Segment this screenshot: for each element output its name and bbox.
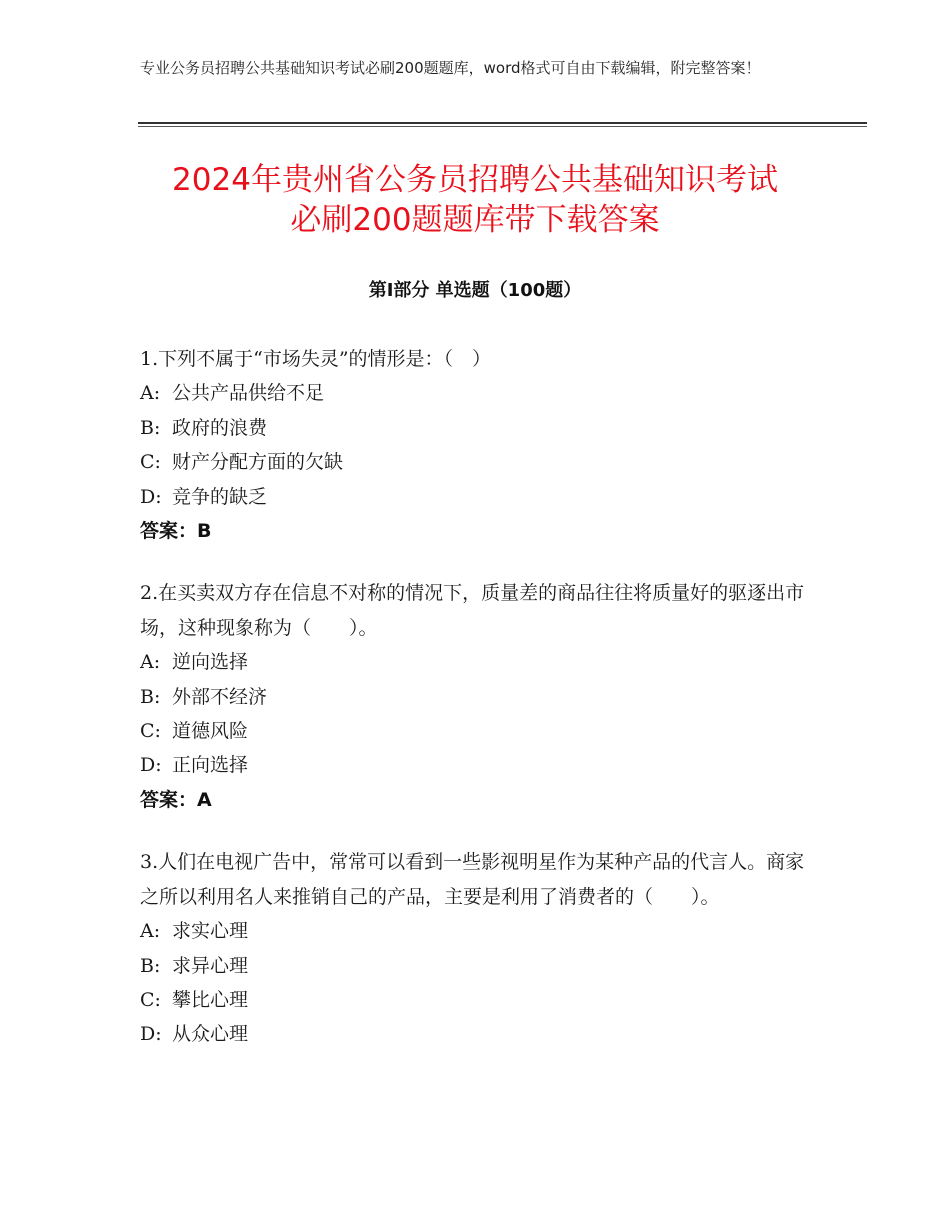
option-d xyxy=(140,480,805,514)
option-letter: D: xyxy=(140,754,162,777)
option-c xyxy=(140,445,805,479)
option-text: 攀比心理 xyxy=(172,988,249,1011)
option-text: 公共产品供给不足 xyxy=(172,382,325,405)
option-text: 逆向选择 xyxy=(172,651,249,674)
option-letter: C: xyxy=(140,988,161,1011)
header-note: 专业公务员招聘公共基础知识考试必刷200题题库，word格式可自由下载编辑，附完整答案！ xyxy=(140,59,761,77)
option-a xyxy=(140,914,805,948)
option-letter: A: xyxy=(140,920,161,943)
question-2 xyxy=(140,576,805,817)
option-letter: C: xyxy=(140,451,161,474)
document-title-line-1: 2024年贵州省公务员招聘公共基础知识考试 xyxy=(172,162,778,198)
option-letter: B: xyxy=(140,416,161,439)
option-letter: A: xyxy=(140,651,161,674)
option-c xyxy=(140,714,805,748)
header-divider-thin xyxy=(138,126,867,127)
option-letter: C: xyxy=(140,720,161,743)
question-stem: 1.下列不属于“市场失灵”的情形是：（ ） xyxy=(140,348,492,370)
question-list xyxy=(140,342,805,1080)
option-text: 外部不经济 xyxy=(172,685,268,708)
question-stem: 3.人们在电视广告中，常常可以看到一些影视明星作为某种产品的代言人。商家之所以利用名人来推销自己的产品，主要是利用了消费者的（ ）。 xyxy=(140,851,805,908)
option-letter: A: xyxy=(140,382,161,405)
option-b xyxy=(140,680,805,714)
option-text: 正向选择 xyxy=(172,754,249,777)
option-text: 竞争的缺乏 xyxy=(172,485,268,508)
section-title: 第Ⅰ部分 单选题（100题） xyxy=(368,280,582,301)
option-letter: D: xyxy=(140,1023,162,1046)
answer-key: 答案：A xyxy=(140,788,212,811)
header-divider-thick xyxy=(138,122,867,124)
option-letter: B: xyxy=(140,954,161,977)
document-title xyxy=(100,160,850,240)
option-text: 从众心理 xyxy=(172,1023,249,1046)
document-title-line-2: 必刷200题题库带下载答案 xyxy=(290,202,660,238)
question-1 xyxy=(140,342,805,548)
option-letter: D: xyxy=(140,485,162,508)
option-b xyxy=(140,949,805,983)
option-text: 求异心理 xyxy=(172,954,249,977)
option-a xyxy=(140,376,805,410)
question-stem: 2.在买卖双方存在信息不对称的情况下，质量差的商品往往将质量好的驱逐出市场，这种现象称为（ ）。 xyxy=(140,582,805,639)
option-text: 政府的浪费 xyxy=(172,416,268,439)
option-c xyxy=(140,983,805,1017)
option-letter: B: xyxy=(140,685,161,708)
option-b xyxy=(140,411,805,445)
option-text: 求实心理 xyxy=(172,920,249,943)
answer-key: 答案：B xyxy=(140,520,212,543)
option-text: 财产分配方面的欠缺 xyxy=(172,451,344,474)
question-3 xyxy=(140,845,805,1051)
option-d xyxy=(140,748,805,782)
option-a xyxy=(140,645,805,679)
option-text: 道德风险 xyxy=(172,720,249,743)
option-d xyxy=(140,1017,805,1051)
